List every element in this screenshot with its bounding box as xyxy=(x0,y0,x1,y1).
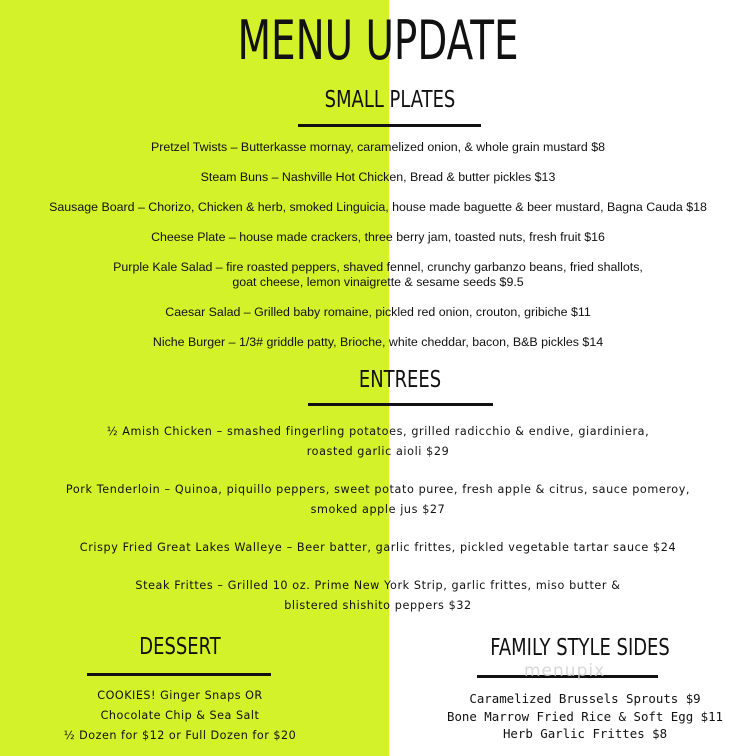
small-plate-item xyxy=(0,305,756,320)
dessert-rule xyxy=(87,673,271,676)
dessert-line: Chocolate Chip & Sea Salt xyxy=(100,709,260,722)
small-plate-item xyxy=(0,200,756,215)
small-plate-item-line: Caesar Salad – Grilled baby romaine, pickled red onion, crouton, gribiche $11 xyxy=(165,305,591,319)
side-line: Caramelized Brussels Sprouts $9 xyxy=(469,691,701,706)
small-plate-item-line: Niche Burger – 1/3# griddle patty, Brioche, white cheddar, bacon, B&B pickles $14 xyxy=(152,335,604,349)
entree-item xyxy=(0,538,756,558)
side-line: Bone Marrow Fried Rice & Soft Egg $11 xyxy=(446,708,723,724)
entrees-heading: ENTREES xyxy=(358,367,442,393)
entree-item-line: Steak Frittes – Grilled 10 oz. Prime New York Strip, garlic frittes, miso butter & xyxy=(135,579,621,592)
small-plate-item xyxy=(0,140,756,155)
entree-item-line: Crispy Fried Great Lakes Walleye – Beer batter, garlic frittes, pickled vegetable tartar sauce $24 xyxy=(79,541,677,554)
entrees-list xyxy=(0,422,756,634)
dessert-text xyxy=(60,686,300,746)
small-plate-item-line: Steam Buns – Nashville Hot Chicken, Bread & butter pickles $13 xyxy=(200,170,556,184)
entree-item-line: smoked apple jus $27 xyxy=(310,503,446,516)
dessert-line: ½ Dozen for $12 or Full Dozen for $20 xyxy=(63,729,297,742)
entree-item xyxy=(0,480,756,520)
watermark-text: menupix xyxy=(524,661,606,681)
sides-text xyxy=(420,690,750,743)
entree-item-line: Pork Tenderloin – Quinoa, piquillo peppers, sweet potato puree, fresh apple & citrus, sauce pomeroy, xyxy=(65,483,691,496)
small-plate-item xyxy=(0,260,756,290)
small-plate-item xyxy=(0,230,756,245)
small-plates-list xyxy=(0,140,756,365)
entree-item-line: blistered shishito peppers $32 xyxy=(284,599,472,612)
dessert-heading: DESSERT xyxy=(139,634,221,660)
entree-item-line: ½ Amish Chicken – smashed fingerling potatoes, grilled radicchio & endive, giardiniera, xyxy=(106,425,650,438)
entree-item-line: roasted garlic aioli $29 xyxy=(306,445,450,458)
small-plate-item xyxy=(0,335,756,350)
entree-item xyxy=(0,422,756,462)
entrees-rule xyxy=(308,403,493,406)
small-plates-rule xyxy=(298,124,481,127)
side-line: Herb Garlic Frittes $8 xyxy=(502,726,668,741)
sides-heading: FAMILY STYLE SIDES xyxy=(490,635,670,661)
small-plate-item-line: Sausage Board – Chorizo, Chicken & herb, smoked Linguicia, house made baguette & beer mustard, Bagna Cauda $18 xyxy=(49,200,707,214)
small-plate-item-line: Pretzel Twists – Butterkasse mornay, caramelized onion, & whole grain mustard $8 xyxy=(150,140,606,154)
small-plate-item-line: Cheese Plate – house made crackers, three berry jam, toasted nuts, fresh fruit $16 xyxy=(151,230,605,244)
small-plates-heading: SMALL PLATES xyxy=(324,87,456,113)
entree-item xyxy=(0,576,756,616)
small-plate-item xyxy=(0,170,756,185)
small-plate-item-line: Purple Kale Salad – fire roasted peppers, shaved fennel, crunchy garbanzo beans, fried shallots, xyxy=(113,260,643,274)
page-title: MENU UPDATE xyxy=(237,9,519,72)
dessert-line: COOKIES! Ginger Snaps OR xyxy=(97,689,263,702)
small-plate-item-line: goat cheese, lemon vinaigrette & sesame seeds $9.5 xyxy=(232,275,524,289)
